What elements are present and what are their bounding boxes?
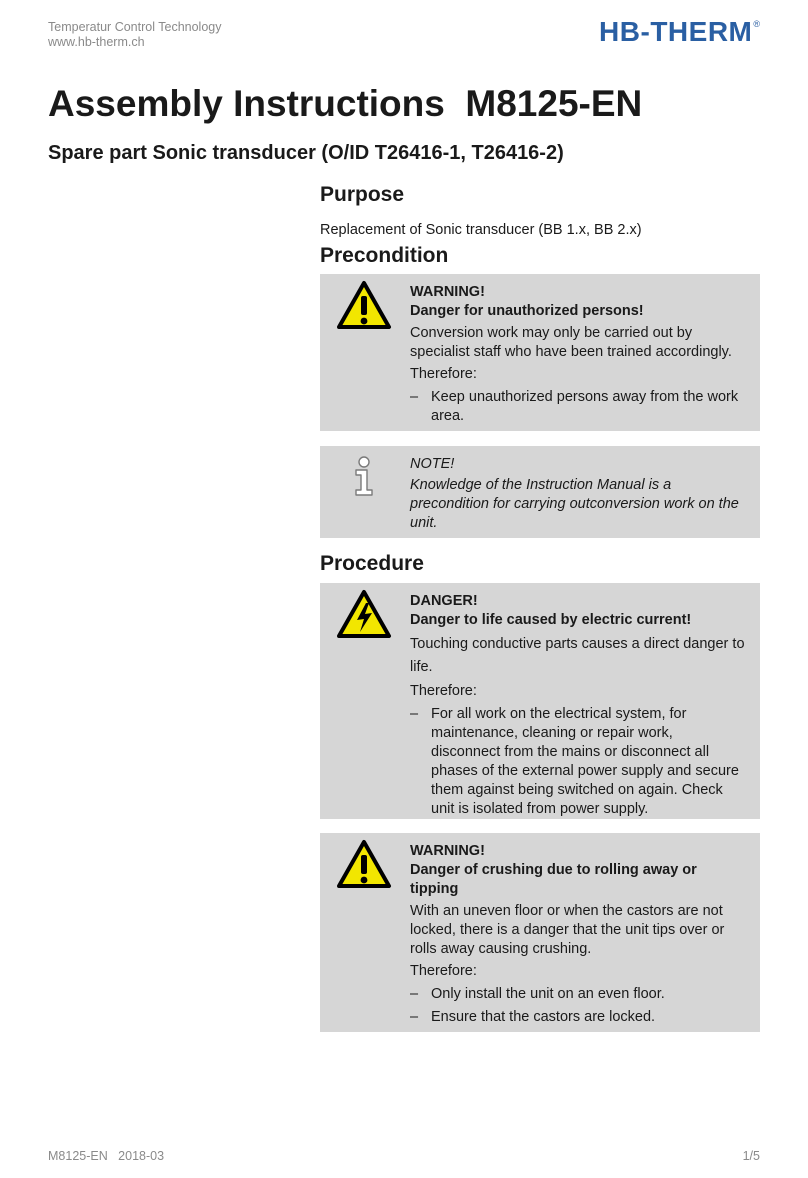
document-title: Assembly Instructions M8125-EN [48, 83, 643, 124]
warning-label: WARNING! [410, 843, 485, 859]
list-item-text: Keep unauthorized persons away from the work area. [431, 389, 739, 424]
note-text: Knowledge of the Instruction Manual is a precondition for carrying outconversion work on the unit. [410, 477, 739, 531]
logo-registered-mark: ® [753, 19, 760, 29]
purpose-section [320, 182, 760, 240]
warning-text: Conversion work may only be carried out by specialist staff who have been trained accordingly. [410, 325, 732, 360]
procedure-warning-box [320, 833, 760, 1032]
info-icon [346, 454, 382, 498]
therefore-label: Therefore: [410, 963, 477, 979]
precondition-section [320, 243, 760, 269]
list-dash: – [410, 706, 419, 722]
purpose-heading: Purpose [320, 183, 405, 206]
list-dash: – [410, 1009, 419, 1025]
list-item [410, 705, 746, 819]
therefore-label: Therefore: [410, 683, 477, 699]
list-item [410, 388, 746, 426]
logo-text: HB-THERM [599, 16, 753, 47]
note-label: NOTE! [410, 456, 455, 472]
precondition-note-box [320, 446, 760, 538]
warning-triangle-icon [336, 280, 392, 330]
list-item-text: Ensure that the castors are locked. [431, 1009, 656, 1025]
document-subtitle: Spare part Sonic transducer (O/ID T26416-1, T26416-2) [48, 142, 564, 164]
warning-subject: Danger of crushing due to rolling away or tipping [410, 862, 697, 897]
warning-triangle-icon [336, 839, 392, 889]
therefore-label: Therefore: [410, 366, 477, 382]
procedure-danger-box [320, 583, 760, 819]
list-dash: – [410, 389, 419, 405]
list-item-text: Only install the unit on an even floor. [431, 986, 665, 1002]
warning-subject: Danger for unauthorized persons! [410, 303, 644, 319]
purpose-text: Replacement of Sonic transducer (BB 1.x, BB 2.x) [320, 222, 642, 238]
header-url: www.hb-therm.ch [48, 35, 145, 49]
list-item [410, 1008, 746, 1027]
hb-therm-logo [599, 16, 760, 48]
warning-label: WARNING! [410, 284, 485, 300]
footer-document-code: M8125-EN 2018-03 [48, 1149, 165, 1163]
precondition-warning-box [320, 274, 760, 431]
procedure-section [320, 551, 760, 577]
list-item [410, 985, 746, 1004]
procedure-heading: Procedure [320, 552, 424, 575]
header-company: Temperatur Control Technology [48, 20, 222, 34]
list-dash: – [410, 986, 419, 1002]
danger-label: DANGER! [410, 593, 478, 609]
electric-hazard-icon [336, 589, 392, 639]
footer-page-number: 1/5 [742, 1149, 760, 1163]
precondition-heading: Precondition [320, 244, 449, 267]
warning-text: With an uneven floor or when the castors are not locked, there is a danger that the unit tips over or rolls away causing crushing. [410, 903, 725, 957]
danger-text: Touching conductive parts causes a direct danger to life. [410, 636, 745, 675]
list-item-text: For all work on the electrical system, for maintenance, cleaning or repair work, disconnect from the mains or disconnect all phases of the external power supply and secure them against being switched on again. Check unit is isolated from power supply. [431, 706, 739, 817]
danger-subject: Danger to life caused by electric current! [410, 612, 692, 628]
